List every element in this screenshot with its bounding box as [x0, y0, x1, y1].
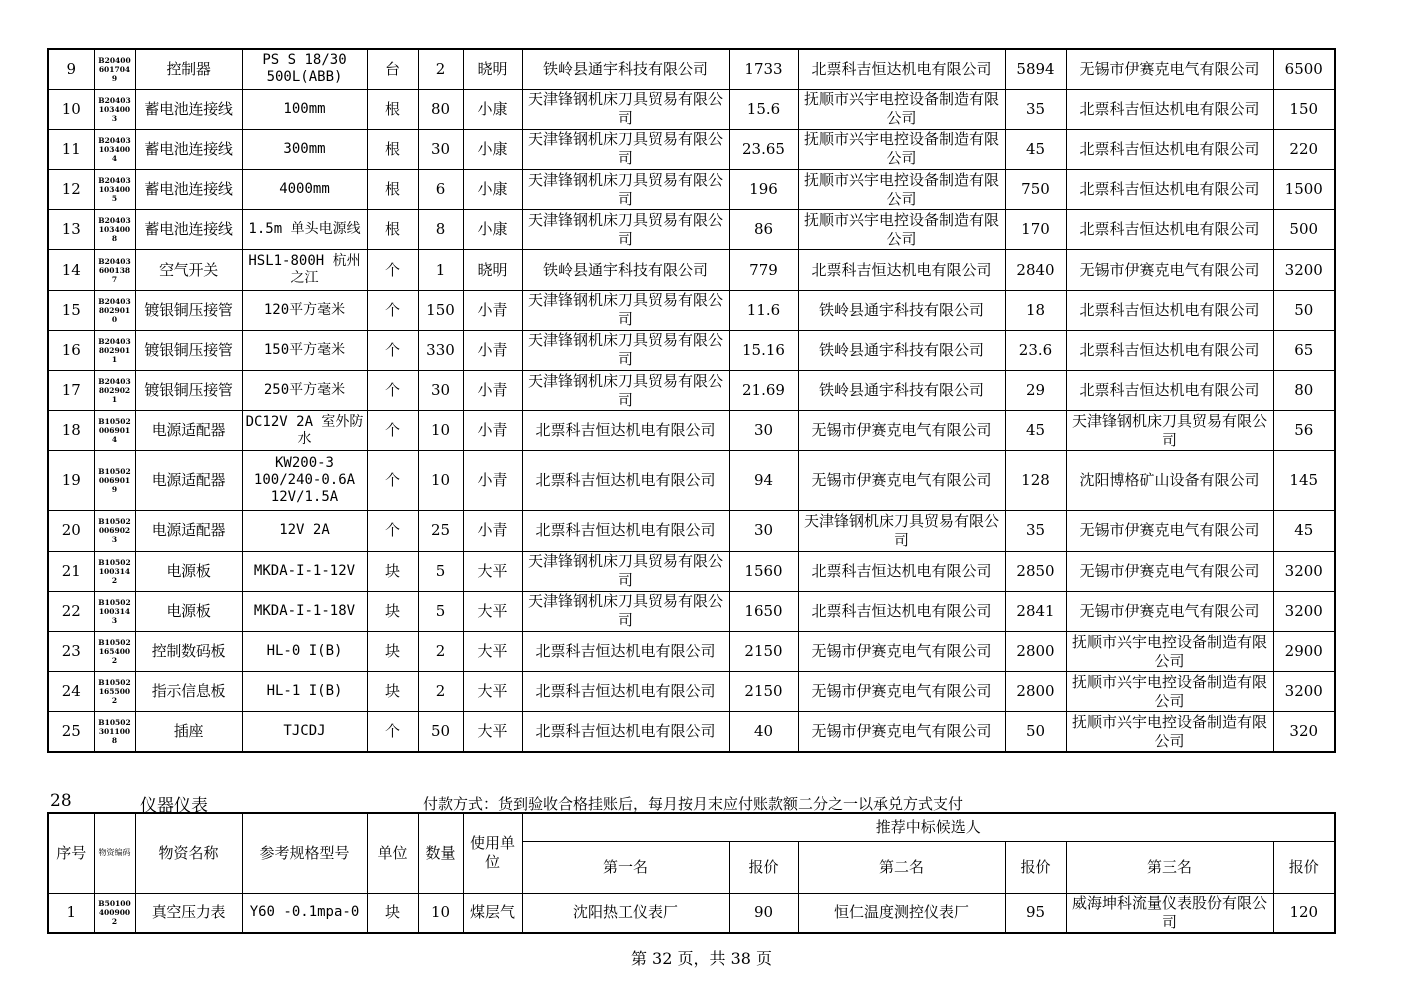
- second-candidate: 无锡市伊赛克电气有限公司: [798, 712, 1005, 752]
- table-row: [48, 591, 1335, 631]
- third-price: 56: [1273, 411, 1335, 451]
- table-row: [48, 290, 1335, 330]
- third-candidate: 无锡市伊赛克电气有限公司: [1066, 551, 1273, 591]
- material-code: B105021654002: [94, 631, 135, 671]
- spec: 12V 2A: [242, 511, 367, 551]
- unit: 个: [367, 451, 418, 511]
- second-price: 2800: [1005, 672, 1066, 712]
- material-code: B204031034003: [94, 89, 135, 129]
- second-candidate: 无锡市伊赛克电气有限公司: [798, 411, 1005, 451]
- header-price-1: 报价: [729, 841, 798, 893]
- first-candidate: 铁岭县通宇科技有限公司: [522, 49, 729, 89]
- first-price: 2150: [729, 631, 798, 671]
- row-number: 24: [48, 672, 94, 712]
- third-price: 3200: [1273, 250, 1335, 290]
- section-title: 仪器仪表: [140, 796, 208, 816]
- unit: 个: [367, 371, 418, 411]
- second-candidate: 北票科吉恒达机电有限公司: [798, 591, 1005, 631]
- row-number: 18: [48, 411, 94, 451]
- row-number: 1: [48, 893, 94, 933]
- second-price: 5894: [1005, 49, 1066, 89]
- second-candidate: 抚顺市兴宇电控设备制造有限公司: [798, 89, 1005, 129]
- first-candidate: 天津锋钢机床刀具贸易有限公司: [522, 210, 729, 250]
- material-code: B204038029011: [94, 330, 135, 370]
- third-price: 150: [1273, 89, 1335, 129]
- table-row: [48, 451, 1335, 511]
- third-price: 45: [1273, 511, 1335, 551]
- unit: 块: [367, 893, 418, 933]
- second-candidate: 天津锋钢机床刀具贸易有限公司: [798, 511, 1005, 551]
- first-price: 40: [729, 712, 798, 752]
- material-name: 电源板: [135, 551, 242, 591]
- second-candidate: 抚顺市兴宇电控设备制造有限公司: [798, 210, 1005, 250]
- user-unit: 晓明: [463, 250, 522, 290]
- unit: 个: [367, 511, 418, 551]
- material-name: 蓄电池连接线: [135, 129, 242, 169]
- material-name: 电源适配器: [135, 511, 242, 551]
- material-name: 电源适配器: [135, 451, 242, 511]
- unit: 个: [367, 330, 418, 370]
- table-row: [48, 631, 1335, 671]
- material-name: 指示信息板: [135, 672, 242, 712]
- unit: 根: [367, 89, 418, 129]
- second-candidate: 铁岭县通宇科技有限公司: [798, 290, 1005, 330]
- second-candidate: 铁岭县通宇科技有限公司: [798, 371, 1005, 411]
- material-name: 镀银铜压接管: [135, 371, 242, 411]
- header-unit: 单位: [367, 813, 418, 893]
- material-name: 空气开关: [135, 250, 242, 290]
- quantity: 8: [418, 210, 463, 250]
- spec: 4000mm: [242, 170, 367, 210]
- material-code: B204006017049: [94, 49, 135, 89]
- section-number: 28: [50, 791, 72, 811]
- materials-table: [47, 48, 1336, 753]
- table-row: [48, 250, 1335, 290]
- header-third: 第三名: [1066, 841, 1273, 893]
- user-unit: 大平: [463, 551, 522, 591]
- user-unit: 小青: [463, 330, 522, 370]
- header-price-3: 报价: [1273, 841, 1335, 893]
- third-price: 65: [1273, 330, 1335, 370]
- second-price: 29: [1005, 371, 1066, 411]
- first-price: 196: [729, 170, 798, 210]
- first-candidate: 天津锋钢机床刀具贸易有限公司: [522, 129, 729, 169]
- quantity: 10: [418, 451, 463, 511]
- user-unit: 大平: [463, 712, 522, 752]
- first-candidate: 北票科吉恒达机电有限公司: [522, 631, 729, 671]
- second-candidate: 抚顺市兴宇电控设备制造有限公司: [798, 129, 1005, 169]
- material-name: 插座: [135, 712, 242, 752]
- unit: 个: [367, 290, 418, 330]
- first-price: 23.65: [729, 129, 798, 169]
- quantity: 50: [418, 712, 463, 752]
- spec: 300mm: [242, 129, 367, 169]
- material-name: 电源板: [135, 591, 242, 631]
- payment-terms: 付款方式：货到验收合格挂账后，每月按月末应付账款额二分之一以承兑方式支付: [423, 795, 964, 813]
- third-candidate: 北票科吉恒达机电有限公司: [1066, 371, 1273, 411]
- first-price: 1733: [729, 49, 798, 89]
- second-candidate: 北票科吉恒达机电有限公司: [798, 49, 1005, 89]
- second-price: 128: [1005, 451, 1066, 511]
- second-price: 750: [1005, 170, 1066, 210]
- row-number: 22: [48, 591, 94, 631]
- second-candidate: 无锡市伊赛克电气有限公司: [798, 631, 1005, 671]
- first-candidate: 北票科吉恒达机电有限公司: [522, 511, 729, 551]
- second-candidate: 铁岭县通宇科技有限公司: [798, 330, 1005, 370]
- third-candidate: 无锡市伊赛克电气有限公司: [1066, 511, 1273, 551]
- first-price: 779: [729, 250, 798, 290]
- table-row: [48, 330, 1335, 370]
- material-code: B105023011008: [94, 712, 135, 752]
- third-candidate: 威海坤科流量仪表股份有限公司: [1066, 893, 1273, 933]
- quantity: 80: [418, 89, 463, 129]
- unit: 根: [367, 210, 418, 250]
- table-row: [48, 511, 1335, 551]
- unit: 根: [367, 170, 418, 210]
- first-price: 30: [729, 511, 798, 551]
- quantity: 5: [418, 591, 463, 631]
- user-unit: 小青: [463, 411, 522, 451]
- first-price: 21.69: [729, 371, 798, 411]
- quantity: 330: [418, 330, 463, 370]
- unit: 个: [367, 250, 418, 290]
- spec: 100mm: [242, 89, 367, 129]
- third-price: 3200: [1273, 672, 1335, 712]
- first-price: 94: [729, 451, 798, 511]
- quantity: 30: [418, 371, 463, 411]
- third-price: 50: [1273, 290, 1335, 330]
- table-row: [48, 89, 1335, 129]
- first-candidate: 北票科吉恒达机电有限公司: [522, 712, 729, 752]
- user-unit: 小青: [463, 371, 522, 411]
- third-price: 1500: [1273, 170, 1335, 210]
- user-unit: 大平: [463, 672, 522, 712]
- instruments-table-body: [48, 893, 1335, 933]
- first-candidate: 天津锋钢机床刀具贸易有限公司: [522, 371, 729, 411]
- table-row: [48, 893, 1335, 933]
- material-name: 真空压力表: [135, 893, 242, 933]
- page-footer: 第 32 页，共 38 页: [630, 949, 773, 968]
- first-candidate: 北票科吉恒达机电有限公司: [522, 672, 729, 712]
- first-candidate: 天津锋钢机床刀具贸易有限公司: [522, 591, 729, 631]
- row-number: 16: [48, 330, 94, 370]
- material-code: B105021003143: [94, 591, 135, 631]
- third-candidate: 无锡市伊赛克电气有限公司: [1066, 49, 1273, 89]
- first-candidate: 铁岭县通宇科技有限公司: [522, 250, 729, 290]
- third-price: 120: [1273, 893, 1335, 933]
- row-number: 21: [48, 551, 94, 591]
- quantity: 1: [418, 250, 463, 290]
- materials-table-body: [48, 49, 1335, 752]
- first-candidate: 沈阳热工仪表厂: [522, 893, 729, 933]
- header-seq: 序号: [48, 813, 94, 893]
- quantity: 10: [418, 411, 463, 451]
- spec: MKDA-I-1-12V: [242, 551, 367, 591]
- unit: 块: [367, 672, 418, 712]
- third-candidate: 无锡市伊赛克电气有限公司: [1066, 250, 1273, 290]
- table-row: [48, 371, 1335, 411]
- first-candidate: 天津锋钢机床刀具贸易有限公司: [522, 551, 729, 591]
- material-name: 蓄电池连接线: [135, 89, 242, 129]
- first-price: 1560: [729, 551, 798, 591]
- spec: HL-0 I(B): [242, 631, 367, 671]
- first-price: 15.16: [729, 330, 798, 370]
- material-code: B105021655002: [94, 672, 135, 712]
- material-code: B105020069023: [94, 511, 135, 551]
- second-price: 2840: [1005, 250, 1066, 290]
- third-price: 2900: [1273, 631, 1335, 671]
- first-candidate: 天津锋钢机床刀具贸易有限公司: [522, 290, 729, 330]
- row-number: 12: [48, 170, 94, 210]
- material-code: B501004009002: [94, 893, 135, 933]
- third-price: 3200: [1273, 551, 1335, 591]
- second-price: 2850: [1005, 551, 1066, 591]
- user-unit: 小青: [463, 451, 522, 511]
- user-unit: 小康: [463, 89, 522, 129]
- spec: KW200-3 100/240-0.6A 12V/1.5A: [242, 451, 367, 511]
- quantity: 25: [418, 511, 463, 551]
- material-name: 电源适配器: [135, 411, 242, 451]
- third-candidate: 抚顺市兴宇电控设备制造有限公司: [1066, 672, 1273, 712]
- material-name: 蓄电池连接线: [135, 210, 242, 250]
- header-first: 第一名: [522, 841, 729, 893]
- spec: 1.5m 单头电源线: [242, 210, 367, 250]
- unit: 根: [367, 129, 418, 169]
- row-number: 10: [48, 89, 94, 129]
- material-name: 控制数码板: [135, 631, 242, 671]
- first-price: 11.6: [729, 290, 798, 330]
- material-code: B204031034008: [94, 210, 135, 250]
- second-candidate: 北票科吉恒达机电有限公司: [798, 551, 1005, 591]
- row-number: 14: [48, 250, 94, 290]
- spec: Y60 -0.1mpa-0: [242, 893, 367, 933]
- second-price: 23.6: [1005, 330, 1066, 370]
- first-price: 30: [729, 411, 798, 451]
- third-candidate: 北票科吉恒达机电有限公司: [1066, 129, 1273, 169]
- user-unit: 大平: [463, 631, 522, 671]
- material-name: 镀银铜压接管: [135, 330, 242, 370]
- row-number: 13: [48, 210, 94, 250]
- row-number: 9: [48, 49, 94, 89]
- spec: HSL1-800H 杭州之江: [242, 250, 367, 290]
- quantity: 150: [418, 290, 463, 330]
- row-number: 23: [48, 631, 94, 671]
- first-candidate: 天津锋钢机床刀具贸易有限公司: [522, 170, 729, 210]
- user-unit: 小康: [463, 210, 522, 250]
- spec: MKDA-I-1-18V: [242, 591, 367, 631]
- third-candidate: 无锡市伊赛克电气有限公司: [1066, 591, 1273, 631]
- quantity: 5: [418, 551, 463, 591]
- second-price: 35: [1005, 511, 1066, 551]
- header-code: 物资编码: [94, 813, 135, 893]
- material-name: 蓄电池连接线: [135, 170, 242, 210]
- table-row: [48, 672, 1335, 712]
- user-unit: 小康: [463, 170, 522, 210]
- first-candidate: 北票科吉恒达机电有限公司: [522, 451, 729, 511]
- user-unit: 大平: [463, 591, 522, 631]
- user-unit: 小青: [463, 511, 522, 551]
- spec: 150平方毫米: [242, 330, 367, 370]
- first-price: 1650: [729, 591, 798, 631]
- header-candidates: 推荐中标候选人: [522, 813, 1335, 841]
- spec: 120平方毫米: [242, 290, 367, 330]
- spec: HL-1 I(B): [242, 672, 367, 712]
- unit: 台: [367, 49, 418, 89]
- spec: TJCDJ: [242, 712, 367, 752]
- table-row: [48, 49, 1335, 89]
- material-code: B204038029010: [94, 290, 135, 330]
- header-qty: 数量: [418, 813, 463, 893]
- third-candidate: 抚顺市兴宇电控设备制造有限公司: [1066, 712, 1273, 752]
- third-candidate: 北票科吉恒达机电有限公司: [1066, 210, 1273, 250]
- first-price: 86: [729, 210, 798, 250]
- third-price: 320: [1273, 712, 1335, 752]
- material-name: 控制器: [135, 49, 242, 89]
- material-name: 镀银铜压接管: [135, 290, 242, 330]
- third-candidate: 天津锋钢机床刀具贸易有限公司: [1066, 411, 1273, 451]
- table-row: [48, 129, 1335, 169]
- first-candidate: 天津锋钢机床刀具贸易有限公司: [522, 89, 729, 129]
- second-candidate: 北票科吉恒达机电有限公司: [798, 250, 1005, 290]
- first-candidate: 北票科吉恒达机电有限公司: [522, 411, 729, 451]
- second-price: 18: [1005, 290, 1066, 330]
- table-row: [48, 712, 1335, 752]
- row-number: 15: [48, 290, 94, 330]
- second-price: 35: [1005, 89, 1066, 129]
- third-price: 500: [1273, 210, 1335, 250]
- material-code: B204031034005: [94, 170, 135, 210]
- second-price: 45: [1005, 411, 1066, 451]
- table-row: [48, 411, 1335, 451]
- second-candidate: 无锡市伊赛克电气有限公司: [798, 451, 1005, 511]
- spec: PS S 18/30 500L(ABB): [242, 49, 367, 89]
- row-number: 11: [48, 129, 94, 169]
- spec: DC12V 2A 室外防水: [242, 411, 367, 451]
- row-number: 25: [48, 712, 94, 752]
- row-number: 19: [48, 451, 94, 511]
- material-code: B204036001387: [94, 250, 135, 290]
- third-candidate: 北票科吉恒达机电有限公司: [1066, 330, 1273, 370]
- second-price: 95: [1005, 893, 1066, 933]
- header-user: 使用单位: [463, 813, 522, 893]
- first-price: 90: [729, 893, 798, 933]
- third-price: 3200: [1273, 591, 1335, 631]
- third-candidate: 北票科吉恒达机电有限公司: [1066, 290, 1273, 330]
- second-price: 2841: [1005, 591, 1066, 631]
- table-row: [48, 210, 1335, 250]
- unit: 块: [367, 551, 418, 591]
- instruments-table-header: [48, 813, 1335, 893]
- third-candidate: 抚顺市兴宇电控设备制造有限公司: [1066, 631, 1273, 671]
- first-price: 15.6: [729, 89, 798, 129]
- user-unit: 小青: [463, 290, 522, 330]
- material-code: B105020069019: [94, 451, 135, 511]
- second-candidate: 抚顺市兴宇电控设备制造有限公司: [798, 170, 1005, 210]
- third-candidate: 北票科吉恒达机电有限公司: [1066, 170, 1273, 210]
- material-code: B204031034004: [94, 129, 135, 169]
- third-candidate: 沈阳博格矿山设备有限公司: [1066, 451, 1273, 511]
- header-second: 第二名: [798, 841, 1005, 893]
- quantity: 2: [418, 672, 463, 712]
- third-price: 220: [1273, 129, 1335, 169]
- third-price: 6500: [1273, 49, 1335, 89]
- unit: 块: [367, 591, 418, 631]
- second-price: 50: [1005, 712, 1066, 752]
- spec: 250平方毫米: [242, 371, 367, 411]
- user-unit: 煤层气: [463, 893, 522, 933]
- third-candidate: 北票科吉恒达机电有限公司: [1066, 89, 1273, 129]
- unit: 块: [367, 631, 418, 671]
- row-number: 20: [48, 511, 94, 551]
- unit: 个: [367, 411, 418, 451]
- table-row: [48, 170, 1335, 210]
- second-candidate: 无锡市伊赛克电气有限公司: [798, 672, 1005, 712]
- quantity: 6: [418, 170, 463, 210]
- first-candidate: 天津锋钢机床刀具贸易有限公司: [522, 330, 729, 370]
- material-code: B105020069014: [94, 411, 135, 451]
- second-price: 170: [1005, 210, 1066, 250]
- quantity: 2: [418, 631, 463, 671]
- quantity: 2: [418, 49, 463, 89]
- third-price: 145: [1273, 451, 1335, 511]
- table-row: [48, 551, 1335, 591]
- header-price-2: 报价: [1005, 841, 1066, 893]
- header-name: 物资名称: [135, 813, 242, 893]
- user-unit: 小康: [463, 129, 522, 169]
- header-spec: 参考规格型号: [242, 813, 367, 893]
- third-price: 80: [1273, 371, 1335, 411]
- second-candidate: 恒仁温度测控仪表厂: [798, 893, 1005, 933]
- material-code: B204038029021: [94, 371, 135, 411]
- unit: 个: [367, 712, 418, 752]
- first-price: 2150: [729, 672, 798, 712]
- second-price: 2800: [1005, 631, 1066, 671]
- user-unit: 晓明: [463, 49, 522, 89]
- material-code: B105021003142: [94, 551, 135, 591]
- instruments-table: [47, 812, 1336, 934]
- quantity: 30: [418, 129, 463, 169]
- quantity: 10: [418, 893, 463, 933]
- second-price: 45: [1005, 129, 1066, 169]
- row-number: 17: [48, 371, 94, 411]
